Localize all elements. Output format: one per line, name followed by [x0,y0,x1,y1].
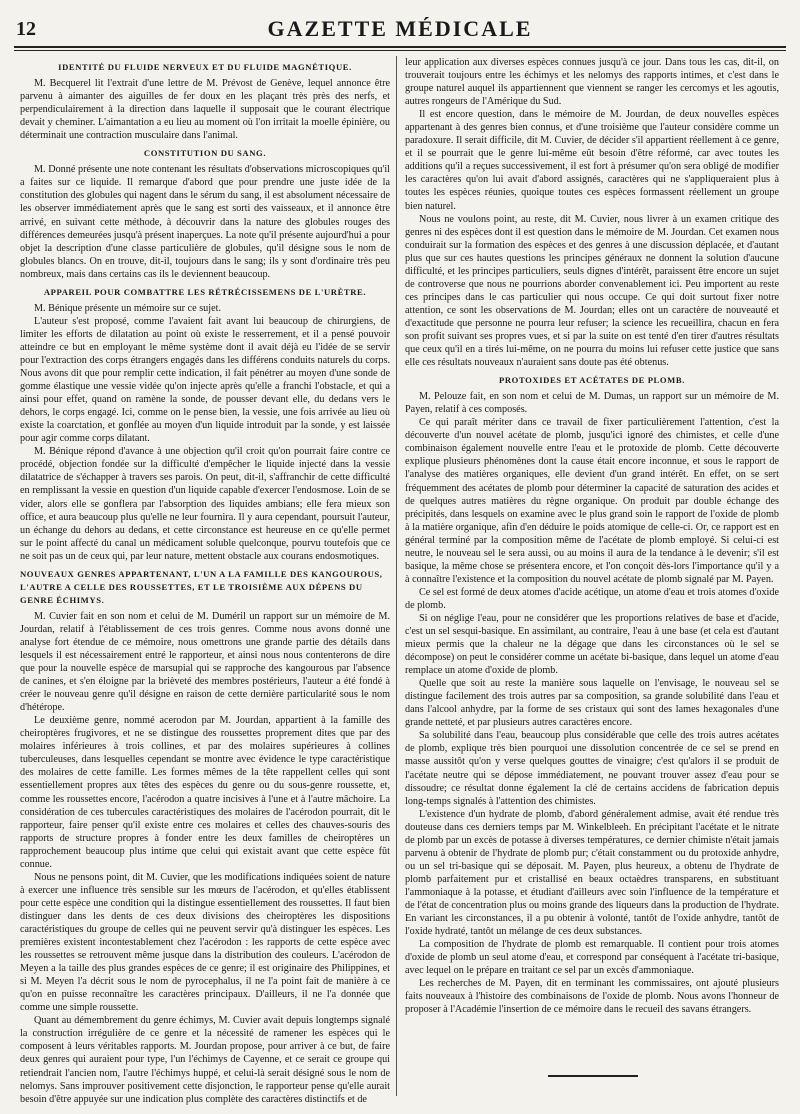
section-title: PROTOXIDES ET ACÉTATES DE PLOMB. [499,375,685,386]
paragraph: L'auteur s'est proposé, comme l'avaient fait avant lui beaucoup de chirurgiens, de limiter les efforts de dilatation au point où existe le resserrement, et il a pensé pouvoir atteindre ce but en employant le même système dont il avait déjà eu l'idée de se servir pour l'extraction des corps étrangers engagés dans les différens conduits naturels du corps. Nous avons dit que pour remplir cette indication, il fait pénétrer au moyen d'une sonde de gomme élastique une vessie vidée qu'on injecte après qu'elle a franchi l'obstacle, et qui a ainsi pour effet, quand on ramène la sonde, de pousser devant elle, du dedans vers le dehors, le corps engagé. Ici, comme on le pense bien, la vessie, une fois arrivée au lieu où existe la coarctation, et gonflée au moyen d'un liquide introduit par la sonde, y est laissée pour agir comme corps dilatant. [20,315,390,445]
paragraph: leur application aux diverses espèces connues jusqu'à ce jour. Dans tous les cas, dit-il, on trouverait toujours entre les échimys et les nelomys des rapports intimes, et c'est dans le groupe naturel auquel ils appartiennent que viennent se ranger les cercomys et les agoutis, autres rongeurs de l'Amérique du Sud. [405,57,779,108]
section-title: APPAREIL POUR COMBATTRE LES RÉTRÉCISSEMENS DE L'URÈTRE. [43,286,367,297]
section-title: IDENTITÉ DU FLUIDE NERVEUX ET DU FLUIDE MAGNÉTIQUE. [58,62,352,72]
left-column [20,56,390,1106]
paragraph: Quant au démembrement du genre échimys, M. Cuvier avait depuis longtemps signalé la construction irrégulière de ce genre et la nécessité de ramener les espèces qui le composent à leurs véritables rapports. M. Jourdan propose, pour arriver à ce but, de faire deux genres qui auraient pour type, l'un l'échimys de Cayenne, et ce serait ce groupe qui retiendrait l'ancien nom, l'autre l'échimys huppé, et celui-là serait désigné sous le nom de nelomys. Sans improuver positivement cette disjonction, le rapporteur pense qu'elle aurait besoin d'être appuyée sur une indication plus complète des caractères distinctifs et de [20,1015,390,1105]
right-column [405,56,779,1106]
paragraph: Le deuxième genre, nommé acerodon par M. Jourdan, appartient à la famille des cheiroptères frugivores, et ne se distingue des roussettes proprement dites que par des molaires inférieures à trois collines, et par des molaires supérieures à collines tuberculeuses, dans lesquelles cependant se montre avec évidence le type caractéristique des molaires de cette famille. Les formes mêmes de la tête rappellent celles qui sont essentiellement propres aux têtes des espèces du genre ou du sous-genre roussette, et, comme les roussettes encore, l'acérodon a quatre incisives à l'une et à l'autre mâchoire. La considération de ces tubercules caractéristiques des molaires de l'acérodon pourrait, dit le rapporteur, faire penser qu'il existe entre ces molaires et celles des chauves-souris des rapports de structure propres à fonder entre les deux familles de cheiroptères un rapprochement beaucoup plus intime que celui qui existait avant que cette espèce fût connue. [20,715,390,870]
column-divider [396,56,397,1096]
section-title: CONSTITUTION DU SANG. [143,148,267,159]
paragraph: M. Cuvier fait en son nom et celui de M. Duméril un rapport sur un mémoire de M. Jourdan, relatif à l'établissement de ces trois genres. Comme nous avons donné une analyse fort étendue de ce mémoire, nous omettrons une grande partie des détails dans lesquels il est nécessairement entré le rapporteur, et ainsi nous nous contenterons de dire que pour la nouvelle espèce de marsupial qui se rapproche des kangourous par l'absence de canines, et s'en éloigne par la brièveté des membres postérieurs, l'auteur a été fondé à créer le nouveau genre qu'il désigne en raison de cette dernière particularité sous le nom d'hétérope. [20,610,390,714]
paragraph: Les recherches de M. Payen, dit en terminant les commissaires, ont ajouté plusieurs faits nouveaux à l'histoire des combinaisons de l'oxide de plomb. Nous avons l'honneur de proposer à l'Académie l'insertion de ce mémoire dans le recueil des savans étrangers. [405,978,779,1016]
page-number: 12 [16,18,36,40]
header-rule-thin [14,50,786,51]
paragraph: M. Bénique présente un mémoire sur ce sujet. [34,302,222,314]
paragraph: Il est encore question, dans le mémoire de M. Jourdan, de deux nouvelles espèces appartenant à des genres bien connus, et d'une troisième que l'auteur considère comme un paradoxure. Il serait difficile, dit M. Cuvier, de décider s'il appartient réellement à ce genre, et il se pourrait que le genre lui-même eût besoin d'être réformé, car avec toutes les additions qu'il a reçues successivement, il est fort à présumer qu'on sera obligé de modifier les caractères qu'on lui avait d'abord assignés, caractères qui ne s'appliqueraient plus à toutes les espèces réunies, quoique toutes ces espèces formassent réellement un groupe bien naturel. [405,109,779,212]
paragraph: M. Pelouze fait, en son nom et celui de M. Dumas, un rapport sur un mémoire de M. Payen, relatif à ces composés. [405,391,779,416]
paragraph: Sa solubilité dans l'eau, beaucoup plus considérable que celle des trois autres acétates de plomb, explique très bien pourquoi une dissolution concentrée de ce sel se prend en masse aussitôt qu'on y verse quelques gouttes de vinaigre; c'est qu'alors il se produit de l'acétate neutre qui se dépose immédiatement, ne pouvant trouver assez d'eau pour se dissoudre; ce résultat donne également la clé de certains accidens de fabrication depuis long-temps signalés à l'attention des chimistes. [405,730,779,807]
paragraph: M. Donné présente une note contenant les résultats d'observations microscopiques qu'il a faites sur ce liquide. Il remarque d'abord que pour prendre une juste idée de la constitution des globules qui nagent dans le sérum du sang, il est absolument nécessaire de les observer immédiatement après que le sang est sorti des vaisseaux, et il annonce être arrivé, en suivant cette méthode, à découvrir dans la nature des globules rouges des différences demeurées jusqu'à présent inaperçues. La note qu'il présente aujourd'hui a pour objet la description d'une classe particulière de globules, qu'il désigne sous le nom de globules blancs. On en trouve, dit-il, toujours dans le sang; ils y sont d'ordinaire très peu nombreux, mais dans certains cas ils le deviennent beaucoup. [20,164,390,280]
paragraph: M. Bénique répond d'avance à une objection qu'il croit qu'on pourrait faire contre ce procédé, objection fondée sur la difficulté d'empêcher le liquide injecté dans la vessie dilatatrice de s'échapper à travers ses parois. On peut, dit-il, s'affranchir de cette difficulté en remplissant la vessie en question d'un liquide capable d'exercer l'endosmose. Loin de se vider, alors elle se gonflera par l'absorption des liquides ambians; elle fera mieux son office, et aura beaucoup plus qu'elle ne leur fournira. Il y aura cependant, poursuit l'auteur, un échange du dehors au dedans, et cette circonstance est heureuse en ce qu'elle permet sur le point affecté du canal un médicament soluble quelconque, pourvu toutefois que ce ne soit pas un de ceux qui, par leur nature, mettent obstacle aux courans endosmotiques. [20,446,390,562]
paragraph: L'existence d'un hydrate de plomb, d'abord généralement admise, avait été rendue très douteuse dans ces derniers temps par M. Winkelbleeh. En précipitant l'acétate et le nitrate de plomb par un excès de potasse à diverses températures, ce dernier chimiste n'était jamais parvenu à obtenir de l'hydrate de plomb pur; c'était constamment ou du protoxide anhydre, ou un sel tri-basique qui se déposait. M. Payen, plus heureux, a obtenu de l'hydrate de plomb parfaitement pur et cristallisé en beaux octaèdres transparens, en substituant l'ammoniaque à la potasse, et étudiant d'ailleurs avec soin l'influence de la température et de l'état de concentration plus ou moins grande des liqueurs dans la production de l'hydrate. En variant les circonstances, il a pu obtenir à volonté, tantôt de l'oxide anhydre, tantôt de l'oxide hydraté, tantôt un mélange de ces deux substances. [405,808,779,938]
paragraph: La composition de l'hydrate de plomb est remarquable. Il contient pour trois atomes d'oxide de plomb un seul atome d'eau, et correspond par conséquent à l'acétate tri-basique, avec lequel on le prépare en traitant ce sel par un excès d'ammoniaque. [405,939,779,977]
section-title: NOUVEAUX GENRES APPARTENANT, L'UN A LA FAMILLE DES KANGOUROUS, L'AUTRE A CELLE DES ROUSSETTES, ET LE TROISIÈME AUX DÉPENS DU GENRE ÉCHIMYS. [20,568,383,605]
paragraph: M. Becquerel lit l'extrait d'une lettre de M. Prévost de Genève, lequel annonce être parvenu à aimanter des aiguilles de fer doux en les plaçant très près des nerfs, et perpendiculairement à la direction dans laquelle il supposait que le courant électrique devait y cheminer. L'aimantation a eu lieu au moment où l'on irritait la moelle épinière, ou déterminait une contraction musculaire dans l'animal. [20,78,390,142]
page-header [0,0,800,50]
paragraph: Ce qui paraît mériter dans ce travail de fixer particulièrement l'attention, c'est la découverte d'un nouvel acétate de plomb, jusqu'ici ignoré des chimistes, et celle d'une combinaison également nouvelle entre l'eau et le protoxide de plomb. Cette découverte explique plusieurs phénomènes dont la cause était encore inconnue, et sous le rapport de l'analyse des matières organiques, elle devient d'un grand intérêt. En effet, on se sert fréquemment des acétates de plomb pour déterminer la capacité de saturation des acides et de quelques autres matières du règne organique. On produit par double échange des précipités, dans lesquels on examine avec le plus grand soin le rapport de l'oxide de plomb à la matière organique, afin d'en déduire le poids atomique de celle-ci. Or, ce rapport est en général terminé par la composition même de l'acétate de plomb employé. Si celui-ci est neutre, le nouveau sel le sera aussi, ou au moins il aura de la tendance à le devenir; s'il est basique, la même chose se présentera encore, et l'on conçoit dès-lors l'importance qu'il y a à connaître l'existence et la composition du nouvel acétate de plomb signalé par M. Payen. [405,417,779,585]
header-rule [14,46,786,48]
end-rule [548,1075,638,1077]
paragraph: Quelle que soit au reste la manière sous laquelle on l'envisage, le nouveau sel se distingue facilement des trois autres par sa composition, sa grande solubilité dans l'eau et dans l'alcool anhydre, par la forme de ses cristaux qui sont des lames hexagonales d'une grande netteté, et par plusieurs autres caractères encore. [405,678,779,729]
paragraph: Nous ne voulons point, au reste, dit M. Cuvier, nous livrer à un examen critique des genres ni des espèces dont il est question dans le mémoire de M. Jourdan. Cet examen nous conduirait sur la formation des espèces et des genres à une discussion déplacée, et d'autant plus que sur ces hautes questions les principes généraux ne donnent la solution d'aucune difficulté, et les principes particuliers, seuls dignes d'intérêt, paraissent être encore un sujet de controverse que nous ne pourrions aborder convenablement ici. Peu importent au reste ces principes dans le cas particulier qui nous occupe. Ce qui doit surtout fixer notre attention, ce sont les observations de M. Jourdan; elles ont un caractère de nouveauté et d'exactitude que personne ne pourra leur refuser; la science les recueillira, chacun en fera son profit suivant ses propres vues, et si par la suite on est tenté d'en tirer d'autres résultats que ceux qu'il en a tirés lui-même, on ne pourra du moins lui refuser cette justice que sans elle ces résultats nouveaux n'auraient sans doute pas été obtenus. [405,213,779,369]
paragraph: Nous ne pensons point, dit M. Cuvier, que les modifications indiquées soient de nature à exercer une influence très sensible sur les mœurs de l'acérodon, et qu'elles établissent pour cette espèce une condition qui la distingue essentiellement des roussettes. Il faut bien distinguer dans les dents de ces deux divisions des cheiroptères les dispositions caractéristiques du groupe de celles qui ne peuvent servir qu'à distinguer les espèces. Les premières existent incontestablement chez l'acérodon : les rapports de cette espèce avec les roussettes se retrouvent même jusque dans la distribution des couleurs. L'acérodon de Meyen a la taille des plus grandes espèces de ce genre; il est originaire des Philippines, et si M. Meyen l'a décrit sous le nom de pyrocephalus, il ne l'a point fait de manière à ce qu'on en puisse reconnaître les caractères principaux. D'ailleurs, il ne l'a donnée que comme une simple roussette. [20,871,390,1014]
paragraph: Si on néglige l'eau, pour ne considérer que les proportions relatives de base et d'acide, c'est un sel sesqui-basique. En assimilant, au contraire, l'eau à une base (et cela est d'autant mieux permis que la chaleur ne la dégage que dans les circonstances où le sel se décompose) on peut le considérer comme un acétate bi-basique, dans lequel un atome d'eau remplace un atome d'oxide de plomb. [405,612,779,677]
paragraph: Ce sel est formé de deux atomes d'acide acétique, un atome d'eau et trois atomes d'oxide de plomb. [405,586,779,611]
gazette-title: GAZETTE MÉDICALE [267,16,533,41]
